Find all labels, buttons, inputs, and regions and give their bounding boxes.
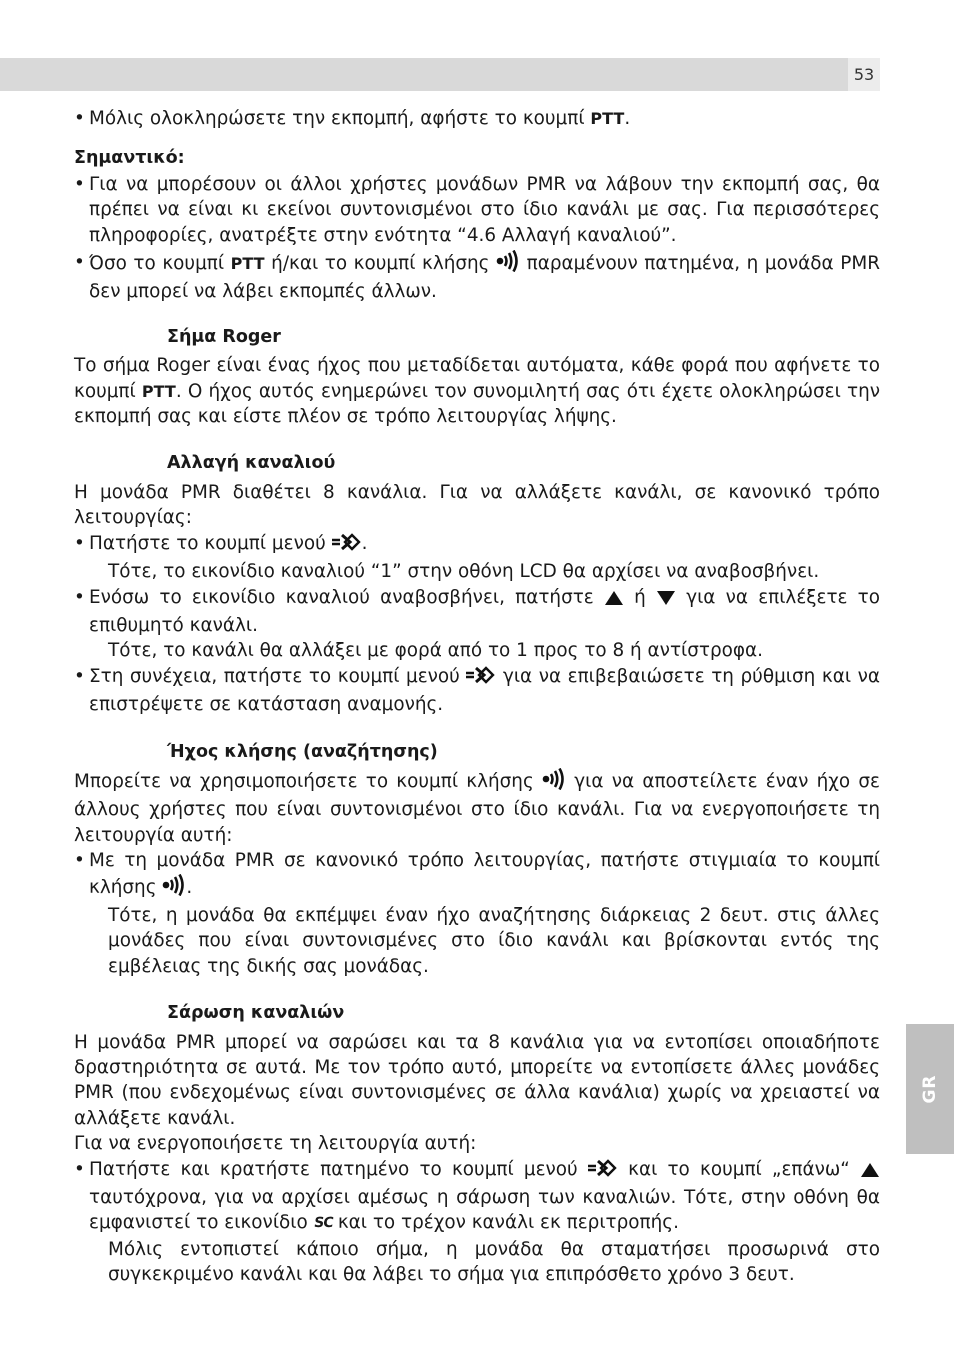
scan-step-1: • Πατήστε και κρατήστε πατημένο το κουμπί μενού και το κουμπί „επάνω“ ταυτόχρονα, για να αρχίσει αμέσως η σάρωση των καναλιών. Τότε, στην οθόνη θα εμφανιστεί το εικονίδιο SC και το τρέχον κανάλι εκ περιτροπής. bbox=[74, 1157, 880, 1237]
channel-step-2: • Ενόσω το εικονίδιο καναλιού αναβοσβήνει, πατήστε ή για να επιλέξετε το επιθυμητό κανάλι. bbox=[74, 586, 880, 636]
header-bar bbox=[0, 58, 848, 91]
channel-step-3: • Στη συνέχεια, πατήστε το κουμπί μενού για να επιβεβαιώσετε τη ρύθμιση και να επιστρέψετε σε κατάσταση αναμονής. bbox=[74, 665, 880, 716]
language-tab bbox=[906, 1024, 954, 1154]
language-tab-label: GR bbox=[920, 1074, 940, 1104]
call-tone-title: Ήχος κλήσης (αναζήτησης) bbox=[167, 741, 438, 762]
down-arrow-icon bbox=[656, 588, 676, 613]
call-button-icon bbox=[542, 768, 566, 797]
up-arrow-icon bbox=[860, 1160, 880, 1185]
scan-intro-2: Για να ενεργοποιήσετε τη λειτουργία αυτή: bbox=[74, 1133, 477, 1155]
channel-step-1: • Πατήστε το κουμπί μενού . bbox=[74, 531, 880, 559]
channel-step-2-result: Τότε, το κανάλι θα αλλάξει με φορά από το 1 προς το 8 ή αντίστροφα. bbox=[108, 640, 763, 662]
roger-text: Το σήμα Roger είναι ένας ήχος που μεταδίδεται αυτόματα, κάθε φορά που αφήνετε το κουμπί PTT. Ο ήχος αυτός ενημερώνει τον συνομιλητή σας ότι έχετε ολοκληρώσει την εκπομπή σας και είστε πλέον σε τρόπο λειτουργίας λήψης. bbox=[74, 355, 880, 428]
call-tone-intro: Μπορείτε να χρησιμοποιήσετε το κουμπί κλήσης για να αποστείλετε έναν ήχο σε άλλους χρήστες που είναι συντονισμένοι στο ίδιο κανάλι. Για να ενεργοποιήσετε τη λειτουργία αυτή: bbox=[74, 768, 880, 848]
release-ptt-bullet: • Μόλις ολοκληρώσετε την εκπομπή, αφήστε το κουμπί PTT. bbox=[74, 108, 631, 129]
important-label: Σημαντικό: bbox=[74, 148, 185, 169]
menu-button-icon bbox=[332, 532, 362, 559]
menu-button-icon bbox=[588, 1158, 618, 1185]
channel-change-title: Αλλαγή καναλιού bbox=[167, 453, 336, 474]
roger-title: Σήμα Roger bbox=[167, 326, 281, 347]
important-bullet-2: • Όσο το κουμπί PTT ή/και το κουμπί κλήσης παραμένουν πατημένα, η μονάδα PMR δεν μπορεί να λάβει εκπομπές άλλων. bbox=[74, 252, 880, 303]
page-content bbox=[74, 106, 880, 1288]
up-arrow-icon bbox=[604, 588, 624, 613]
call-button-icon bbox=[496, 250, 520, 279]
channel-change-intro: Η μονάδα PMR διαθέτει 8 κανάλια. Για να αλλάξετε κανάλι, σε κανονικό τρόπο λειτουργίας: bbox=[74, 481, 880, 529]
scan-step-1-result: Μόλις εντοπιστεί κάποιο σήμα, η μονάδα θα σταματήσει προσωρινά στο συγκεκριμένο κανάλι και θα λάβει το σήμα για επιπρόσθετο χρόνο 3 δευτ. bbox=[108, 1238, 880, 1286]
call-tone-step-1: • Με τη μονάδα PMR σε κανονικό τρόπο λειτουργίας, πατήστε στιγμιαία το κουμπί κλήσης . bbox=[74, 848, 880, 903]
scan-sc-icon: SC bbox=[312, 1215, 334, 1232]
page-number: 53 bbox=[848, 58, 880, 91]
ptt-button-label: PTT bbox=[590, 109, 625, 128]
menu-button-icon bbox=[466, 665, 496, 692]
scan-intro: Η μονάδα PMR μπορεί να σαρώσει και τα 8 κανάλια για να εντοπίσει οποιαδήποτε δραστηριότητα σε αυτά. Με τον τρόπο αυτό, μπορείτε να εντοπίσετε άλλες μονάδες PMR (που ενδεχομένως είναι συντονισμένες σε άλλα κανάλια) χωρίς να χρειαστεί να αλλάξετε κανάλι. bbox=[74, 1031, 880, 1129]
call-button-icon bbox=[162, 874, 186, 903]
call-tone-step-1-result: Τότε, η μονάδα θα εκπέμψει έναν ήχο αναζήτησης διάρκειας 2 δευτ. στις άλλες μονάδες που είναι συντονισμένες στο ίδιο κανάλι και βρίσκονται εντός της εμβέλειας της δικής σας μονάδας. bbox=[108, 904, 880, 977]
scan-title: Σάρωση καναλιών bbox=[167, 1003, 345, 1024]
important-bullet-1: • Για να μπορέσουν οι άλλοι χρήστες μονάδων PMR να λάβουν την εκπομπή σας, θα πρέπει να είναι κι εκείνοι συντονισμένοι στο ίδιο κανάλι με σας. Για περισσότερες πληροφορίες, ανατρέξτε στην ενότητα “4.6 Αλλαγή καναλιού”. bbox=[74, 173, 880, 246]
channel-step-1-result: Τότε, το εικονίδιο καναλιού “1” στην οθόνη LCD θα αρχίσει να αναβοσβήνει. bbox=[108, 561, 820, 583]
